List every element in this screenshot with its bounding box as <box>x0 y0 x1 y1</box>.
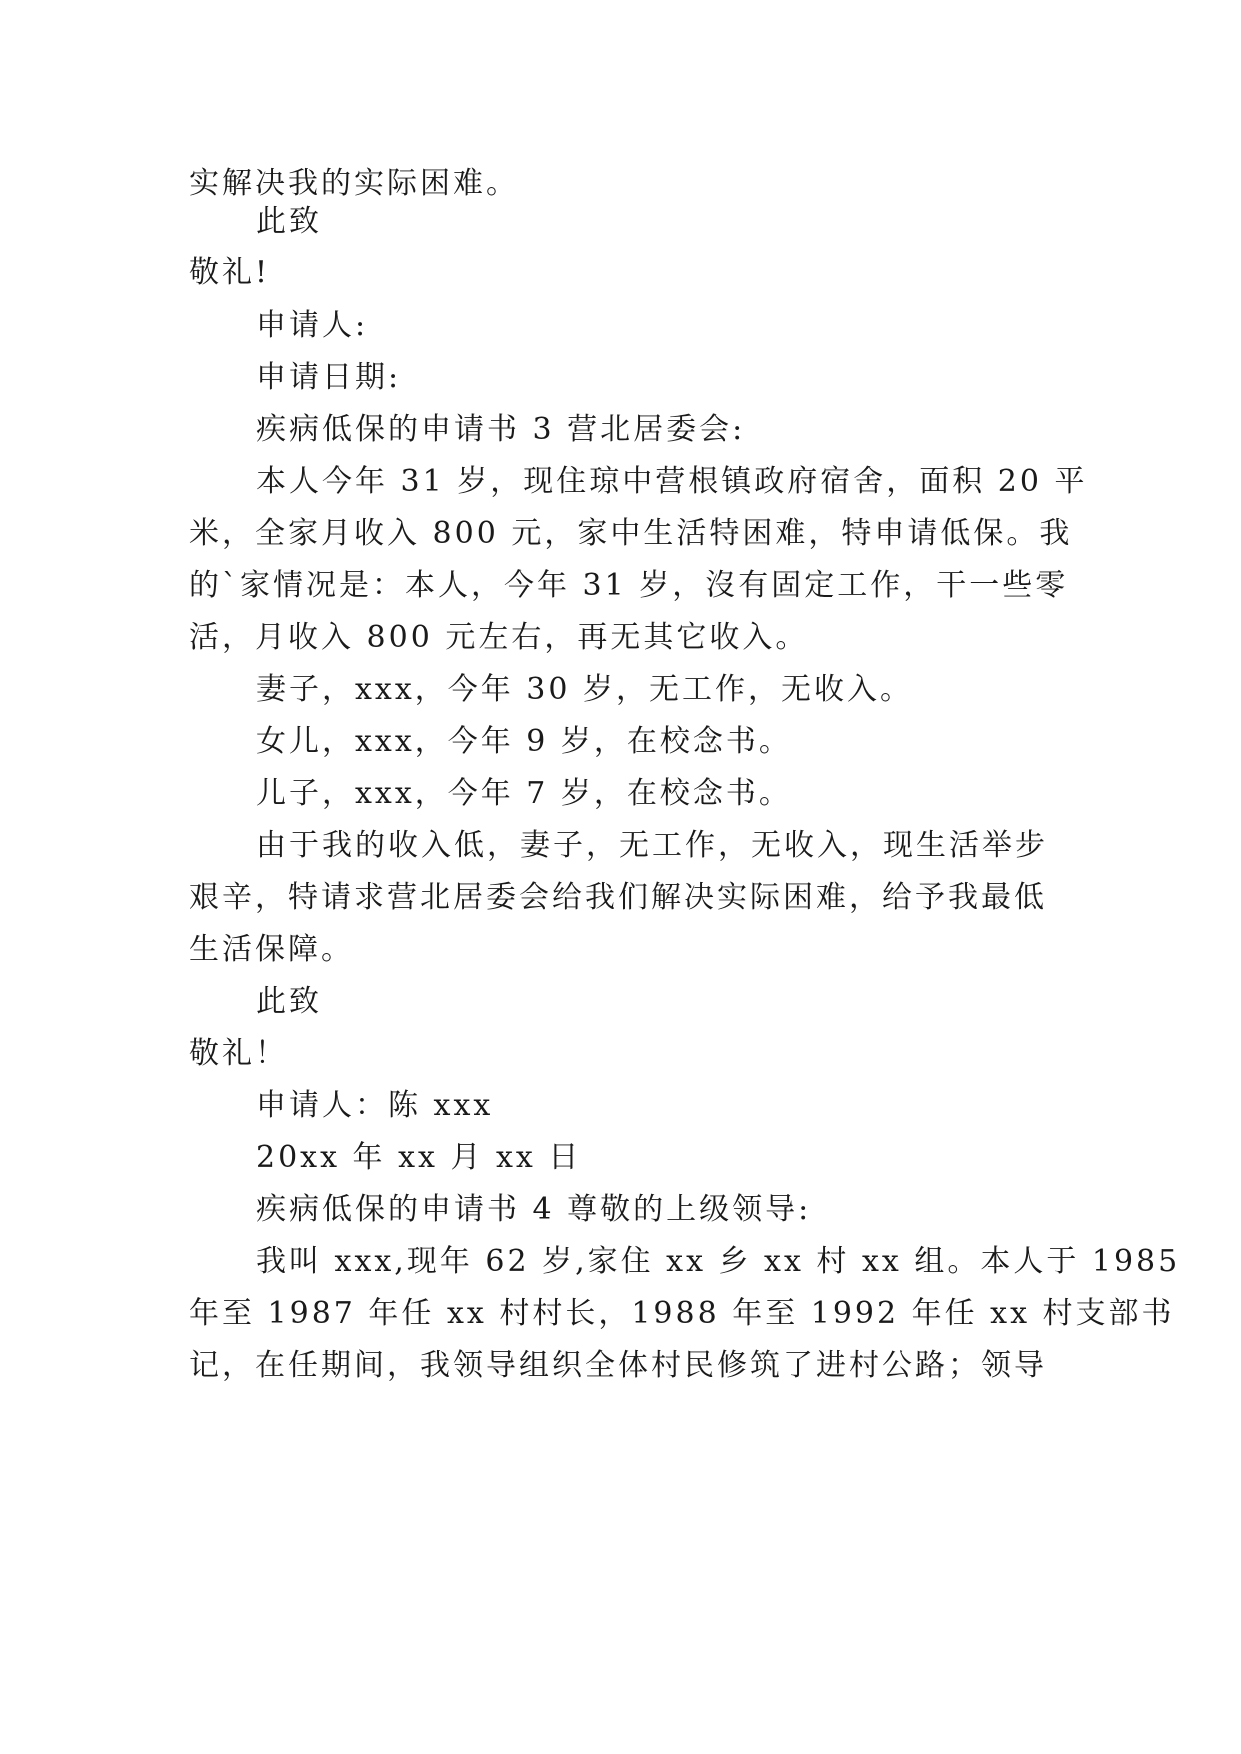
text-line: 年至 1987 年任 xx 村村长，1988 年至 1992 年任 xx 村支部书 <box>189 1296 1175 1331</box>
text-line: 本人今年 31 岁，现住琼中营根镇政府宿舍，面积 20 平 <box>256 464 1088 499</box>
section-heading: 疾病低保的申请书 3 营北居委会: <box>256 412 746 447</box>
text-line: 活，月收入 800 元左右，再无其它收入。 <box>189 620 809 655</box>
text-line: 妻子，xxx，今年 30 岁，无工作，无收入。 <box>256 672 914 707</box>
date-line: 20xx 年 xx 月 xx 日 <box>256 1140 582 1175</box>
text-line: 记，在任期间，我领导组织全体村民修筑了进村公路；领导 <box>189 1348 1047 1383</box>
closing-line: 敬礼！ <box>189 1036 288 1071</box>
closing-line: 敬礼! <box>189 255 271 290</box>
text-line: 女儿，xxx，今年 9 岁，在校念书。 <box>256 724 792 759</box>
text-line: 由于我的收入低，妻子，无工作，无收入，现生活举步 <box>256 828 1048 863</box>
text-line: 我叫 xxx,现年 62 岁,家住 xx 乡 xx 村 xx 组。本人于 1985 <box>256 1244 1181 1279</box>
section-heading: 疾病低保的申请书 4 尊敬的上级领导: <box>256 1192 812 1227</box>
salutation-line: 此致 <box>256 984 322 1019</box>
applicant-line: 申请人：陈 xxx <box>256 1088 494 1123</box>
text-line: 生活保障。 <box>189 932 354 967</box>
salutation-line: 此致 <box>256 204 322 239</box>
text-line: 的`家情况是：本人，今年 31 岁，沒有固定工作，干一些零 <box>189 568 1069 603</box>
applicant-line: 申请人: <box>256 308 369 343</box>
date-line: 申请日期: <box>256 360 402 395</box>
text-line: 米，全家月收入 800 元，家中生活特困难，特申请低保。我 <box>189 516 1073 551</box>
text-line: 儿子，xxx，今年 7 岁，在校念书。 <box>256 776 792 811</box>
text-line: 实解决我的实际困难。 <box>189 166 519 201</box>
text-line: 艰辛，特请求营北居委会给我们解决实际困难，给予我最低 <box>189 880 1047 915</box>
